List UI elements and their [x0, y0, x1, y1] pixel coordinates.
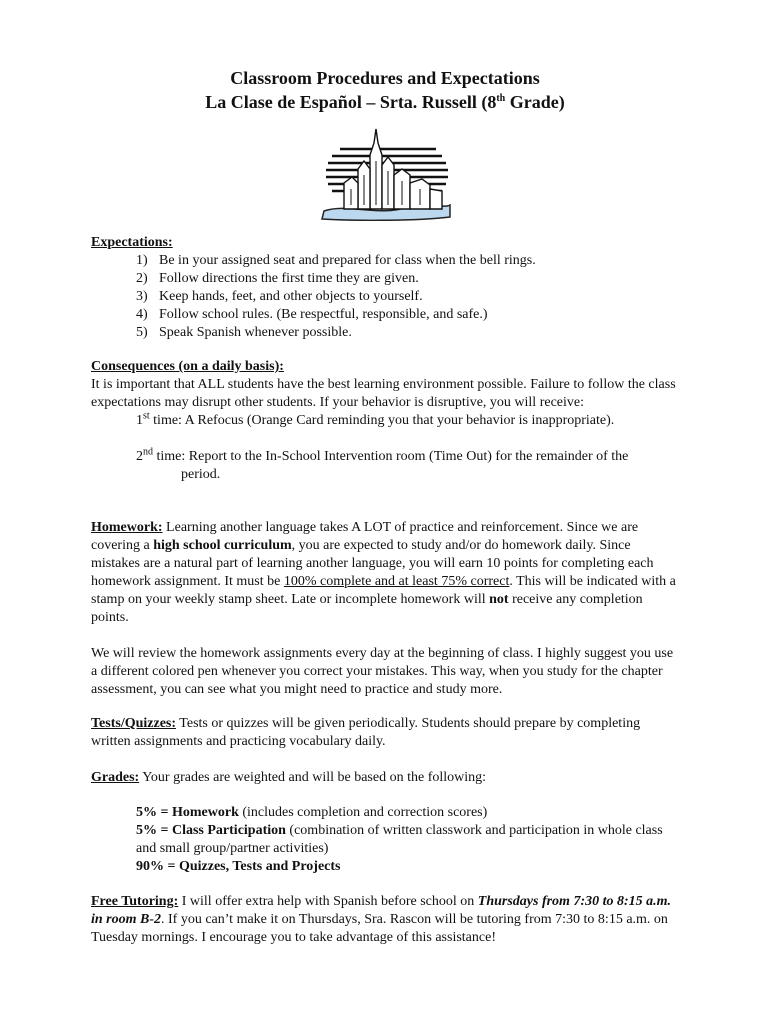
document-subtitle: La Clase de Español – Srta. Russell (8th Grade) — [205, 92, 565, 112]
consequence-second: 2nd time: Report to the In-School Intervention room (Time Out) for the remainder of the period. — [136, 446, 629, 482]
list-item: 4) Follow school rules. (Be respectful, responsible, and safe.) — [136, 307, 488, 322]
list-item: 5% = Class Participation (combination of written classwork and participation in whole class and small group/partner activities) — [136, 823, 663, 856]
consequences-heading: Consequences (on a daily basis): — [91, 359, 284, 374]
list-item: 90% = Quizzes, Tests and Projects — [136, 859, 341, 874]
expectations-section — [91, 234, 681, 342]
list-item: 2) Follow directions the first time they are given. — [136, 271, 419, 286]
homework-paragraph: Homework: Learning another language takes A LOT of practice and reinforcement. Since we are covering a high school curriculum, you are expected to study and/or do homework daily. Since mistakes are a natural part of learning another language, you will earn 10 points for completing each homework assignment. It must be 100% complete and at least 75% correct. This will be indicated with a stamp on your weekly stamp sheet. Late or incomplete homework will not receive any completion points. — [91, 520, 676, 625]
homework-heading: Homework: — [91, 520, 163, 535]
tests-paragraph: Tests/Quizzes: Tests or quizzes will be given periodically. Students should prepare by completing written assignments and practicing vocabulary daily. — [91, 716, 641, 749]
expectations-heading: Expectations: — [91, 235, 173, 250]
consequences-section — [91, 358, 681, 484]
grades-section — [91, 769, 681, 787]
tutoring-paragraph: Free Tutoring: I will offer extra help with Spanish before school on Thursdays from 7:30 to 8:15 a.m. in room B-2. If you can’t make it on Thursdays, Sra. Rascon will be tutoring from 7:30 to 8:15 a.m. on Tuesday mornings. I encourage you to take advantage of this assistance! — [91, 894, 672, 945]
castle-clipart-icon — [318, 125, 454, 221]
list-item: 1) Be in your assigned seat and prepared for class when the bell rings. — [136, 253, 536, 268]
homework-section — [91, 519, 681, 627]
homework-review-section — [91, 645, 681, 699]
grades-paragraph: Grades: Your grades are weighted and will be based on the following: — [91, 770, 487, 785]
tutoring-section — [91, 893, 681, 947]
grades-list — [136, 804, 681, 876]
consequence-first: 1st time: A Refocus (Orange Card reminding you that your behavior is inappropriate). — [136, 410, 615, 428]
grades-heading: Grades: — [91, 770, 140, 785]
expectations-list — [91, 252, 681, 342]
tests-section — [91, 715, 681, 751]
tests-heading: Tests/Quizzes: — [91, 716, 177, 731]
document-title: Classroom Procedures and Expectations — [230, 68, 540, 88]
consequences-intro: It is important that ALL students have the best learning environment possible. Failure to follow the class expectations may disrupt other students. If your behavior is disruptive, you will receive: — [91, 377, 676, 410]
list-item: 5) Speak Spanish whenever possible. — [136, 325, 352, 340]
list-item: 3) Keep hands, feet, and other objects to yourself. — [136, 289, 423, 304]
tutoring-heading: Free Tutoring: — [91, 894, 179, 909]
homework-review-paragraph: We will review the homework assignments every day at the beginning of class. I highly suggest you use a different colored pen whenever you correct your mistakes. This way, when you study for the chapter assessment, you can see what you might need to practice and study more. — [91, 646, 674, 697]
list-item: 5% = Homework (includes completion and correction scores) — [136, 805, 488, 820]
